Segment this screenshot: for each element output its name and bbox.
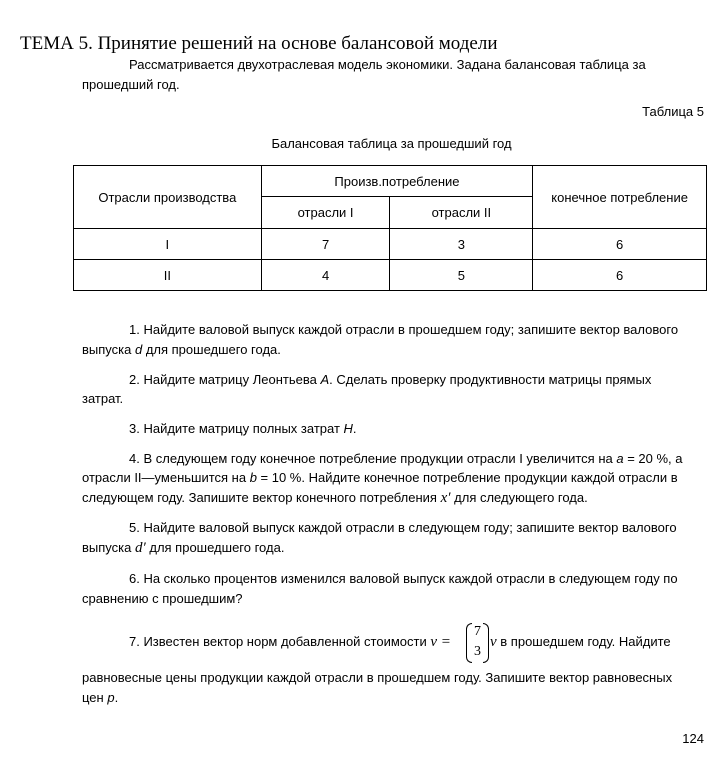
row-sector: I xyxy=(74,229,262,260)
cell-sector2: 5 xyxy=(390,260,533,291)
task-6-line-2: сравнению с прошедшим? xyxy=(82,591,243,606)
cell-sector1: 7 xyxy=(261,229,390,260)
page-title: ТЕМА 5. Принятие решений на основе балансовой модели xyxy=(20,33,498,54)
var-b: b xyxy=(249,470,257,485)
var-v-eq: v = xyxy=(430,634,451,650)
cell-sector1: 4 xyxy=(261,260,390,291)
var-a: a xyxy=(616,451,624,466)
header-sub-sector1: отрасли I xyxy=(261,197,390,229)
var-d-prime: d′ xyxy=(134,540,146,556)
header-sub-sector2: отрасли II xyxy=(390,197,533,229)
table-caption: Балансовая таблица за прошедший год xyxy=(271,136,512,151)
vector-v-1: 7 xyxy=(474,624,481,639)
header-intermediate: Произв.потребление xyxy=(261,166,533,197)
task-7-line-1a: 7. Известен вектор норм добавленной стоимости v = xyxy=(129,634,451,650)
task-4-line-2: отрасли II—уменьшится на b = 10 %. Найдите конечное потребление продукции каждой отрасли в xyxy=(82,470,678,485)
task-7-line-2: равновесные цены продукции каждой отрасли в прошедшем году. Запишите вектор равновесных xyxy=(82,670,673,685)
var-h: H xyxy=(343,421,353,436)
intro-line-2: прошедший год. xyxy=(82,77,180,92)
task-1-line-2: выпуска d для прошедшего года. xyxy=(82,342,281,357)
task-7-line-1b: v в прошедшем году. Найдите xyxy=(490,634,671,650)
header-sector: Отрасли производства xyxy=(74,166,262,229)
cell-sector2: 3 xyxy=(390,229,533,260)
task-5-line-2: выпуска d′ для прошедшего года. xyxy=(82,540,285,556)
task-6-line-1: 6. На сколько процентов изменился валовой выпуск каждой отрасли в следующем году по xyxy=(129,571,678,586)
var-p: p xyxy=(107,690,115,705)
page-number: 124 xyxy=(682,731,704,746)
intro-line-1: Рассматривается двухотраслевая модель экономики. Задана балансовая таблица за xyxy=(129,57,646,72)
cell-final: 6 xyxy=(533,229,707,260)
table-row xyxy=(74,229,707,260)
task-4-line-3: следующем году. Запишите вектор конечного потребления x′ для следующего года. xyxy=(82,490,588,506)
vector-v xyxy=(466,623,489,663)
vector-v-2: 3 xyxy=(474,644,481,659)
task-2-line-1: 2. Найдите матрицу Леонтьева A. Сделать проверку продуктивности матрицы прямых xyxy=(129,372,652,387)
table-number: Таблица 5 xyxy=(642,104,704,119)
task-1-line-1: 1. Найдите валовой выпуск каждой отрасли в прошедшем году; запишите вектор валового xyxy=(129,322,679,337)
row-sector: II xyxy=(74,260,262,291)
var-x-prime: x′ xyxy=(440,490,451,506)
table-row xyxy=(74,260,707,291)
task-4-line-1: 4. В следующем году конечное потребление продукции отрасли I увеличится на a = 20 %, а xyxy=(129,451,683,466)
balance-table xyxy=(73,165,707,291)
cell-final: 6 xyxy=(533,260,707,291)
task-5-line-1: 5. Найдите валовой выпуск каждой отрасли в следующем году; запишите вектор валового xyxy=(129,520,677,535)
var-a-matrix: A xyxy=(320,372,330,387)
task-7-line-3: цен p. xyxy=(82,690,119,705)
task-2-line-2: затрат. xyxy=(82,391,124,406)
task-3-line-1: 3. Найдите матрицу полных затрат H. xyxy=(129,421,357,436)
var-d: d xyxy=(134,342,143,357)
var-v: v xyxy=(490,634,497,650)
header-final: конечное потребление xyxy=(533,166,707,229)
